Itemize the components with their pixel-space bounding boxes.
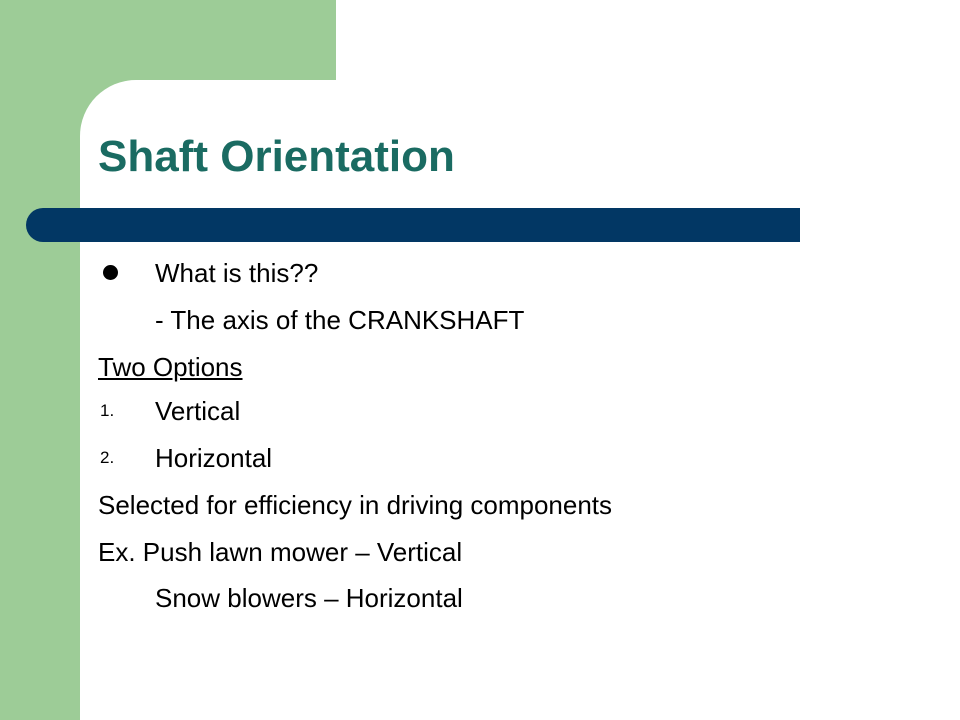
- option-horizontal: Horizontal: [155, 443, 273, 473]
- slide-title: Shaft Orientation: [98, 132, 455, 181]
- bullet-answer: - The axis of the CRANKSHAFT: [155, 305, 525, 335]
- title-underline-bar: [26, 208, 800, 242]
- example-snow-blower: Snow blowers – Horizontal: [155, 583, 463, 613]
- option-number: 1.: [100, 401, 115, 420]
- bullet-dot-icon: [103, 265, 118, 280]
- options-heading: Two Options: [98, 352, 243, 382]
- example-lawn-mower: Ex. Push lawn mower – Vertical: [98, 537, 463, 567]
- selected-statement: Selected for efficiency in driving components: [98, 490, 613, 520]
- option-vertical: Vertical: [155, 396, 241, 426]
- option-number: 2.: [100, 448, 115, 467]
- bullet-question: What is this??: [155, 258, 319, 288]
